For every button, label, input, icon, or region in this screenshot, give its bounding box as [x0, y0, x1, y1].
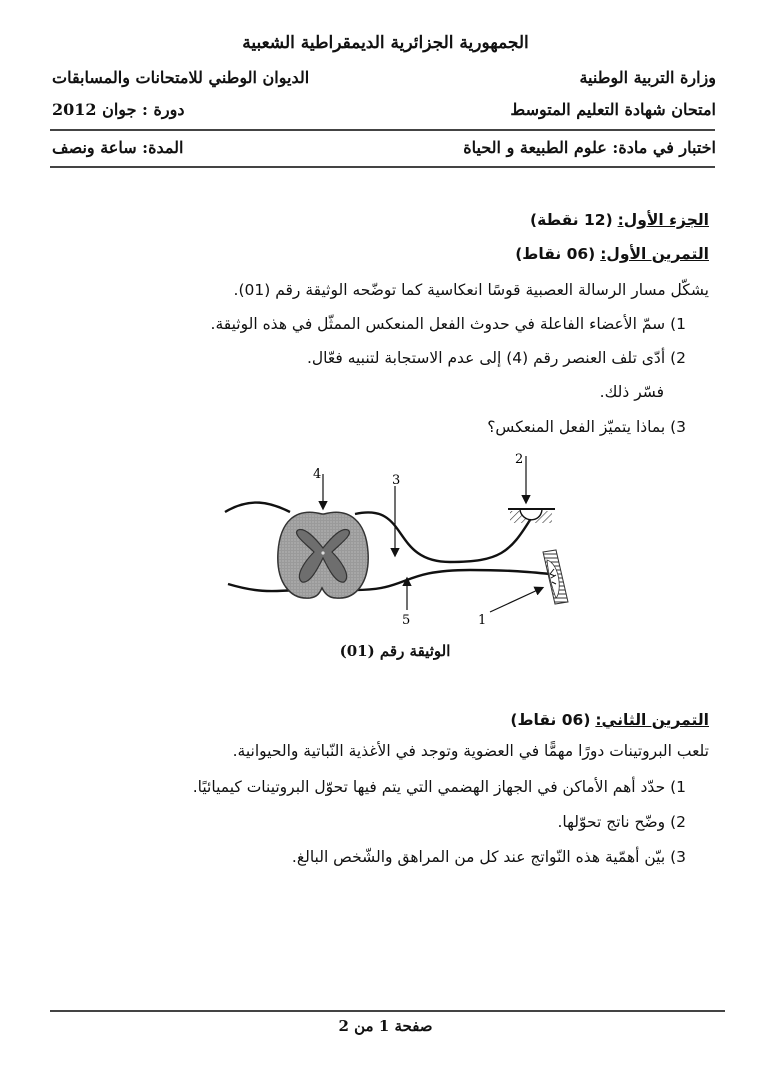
label-4: 4	[313, 467, 322, 482]
exercise1-intro: يشكّل مسار الرسالة العصبية قوسًا انعكاسية كما توضّحه الوثيقة رقم (01).	[233, 281, 709, 299]
exercise2-question-2: 2) وضّح ناتج تحوّلها.	[557, 813, 686, 831]
header-divider-2	[50, 166, 715, 168]
exercise2-label: التمرين الثاني:	[595, 711, 709, 729]
exercise1-question-2-followup: فسّر ذلك.	[599, 383, 664, 401]
exercise2-heading	[510, 711, 709, 729]
exercise1-question-1: 1) سمّ الأعضاء الفاعلة في حدوث الفعل المنعكس الممثّل في هذه الوثيقة.	[210, 315, 686, 333]
label-3: 3	[392, 473, 401, 488]
reflex-arc-diagram	[210, 452, 580, 632]
exercise1-question-2: 2) أدّى تلف العنصر رقم (4) إلى عدم الاستجابة لتنبيه فعّال.	[306, 349, 686, 367]
ministry-name: وزارة التربية الوطنية	[579, 68, 716, 87]
exercise1-label: التمرين الأول:	[600, 245, 709, 263]
exercise1-points: (06 نقاط)	[515, 245, 596, 263]
exam-office-name: الديوان الوطني للامتحانات والمسابقات	[52, 68, 310, 87]
label-2: 2	[515, 452, 524, 467]
effector-muscle	[543, 550, 568, 604]
exam-session: دورة : جوان 2012	[52, 100, 185, 119]
part1-points: (12 نقطة)	[530, 211, 613, 229]
part1-label: الجزء الأول:	[617, 211, 709, 229]
republic-title: الجمهورية الجزائرية الديمقراطية الشعبية	[242, 33, 529, 53]
header-divider	[50, 129, 715, 131]
exercise2-points: (06 نقاط)	[510, 711, 591, 729]
page-number: صفحة 1 من 2	[338, 1017, 433, 1035]
exam-subject: اختبار في مادة: علوم الطبيعة و الحياة	[463, 138, 716, 157]
label-5: 5	[402, 613, 411, 628]
exercise2-question-1: 1) حدّد أهم الأماكن في الجهاز الهضمي التي يتم فيها تحوّل البروتينات كيميائيًا.	[192, 778, 686, 796]
footer-divider	[50, 1010, 725, 1012]
sensory-nerve	[225, 503, 530, 562]
skin-receptor	[508, 509, 555, 523]
exam-duration: المدة: ساعة ونصف	[52, 138, 184, 157]
motor-nerve	[228, 570, 550, 591]
label-1: 1	[478, 613, 487, 628]
exercise1-question-3: 3) بماذا يتميّز الفعل المنعكس؟	[487, 418, 686, 436]
part1-heading	[530, 211, 709, 229]
exam-name: امتحان شهادة التعليم المتوسط	[510, 100, 716, 119]
spinal-cord	[278, 512, 368, 598]
exercise2-intro: تلعب البروتينات دورًا مهمًّا في العضوية وتوجد في الأغذية النّباتية والحيوانية.	[232, 742, 709, 760]
exercise1-heading	[515, 245, 709, 263]
document1-caption: الوثيقة رقم (01)	[339, 642, 451, 660]
exercise2-question-3: 3) بيّن أهمّية هذه النّواتج عند كل من المراهق والشّخص البالغ.	[291, 848, 686, 866]
label-1-arrow	[490, 588, 542, 612]
